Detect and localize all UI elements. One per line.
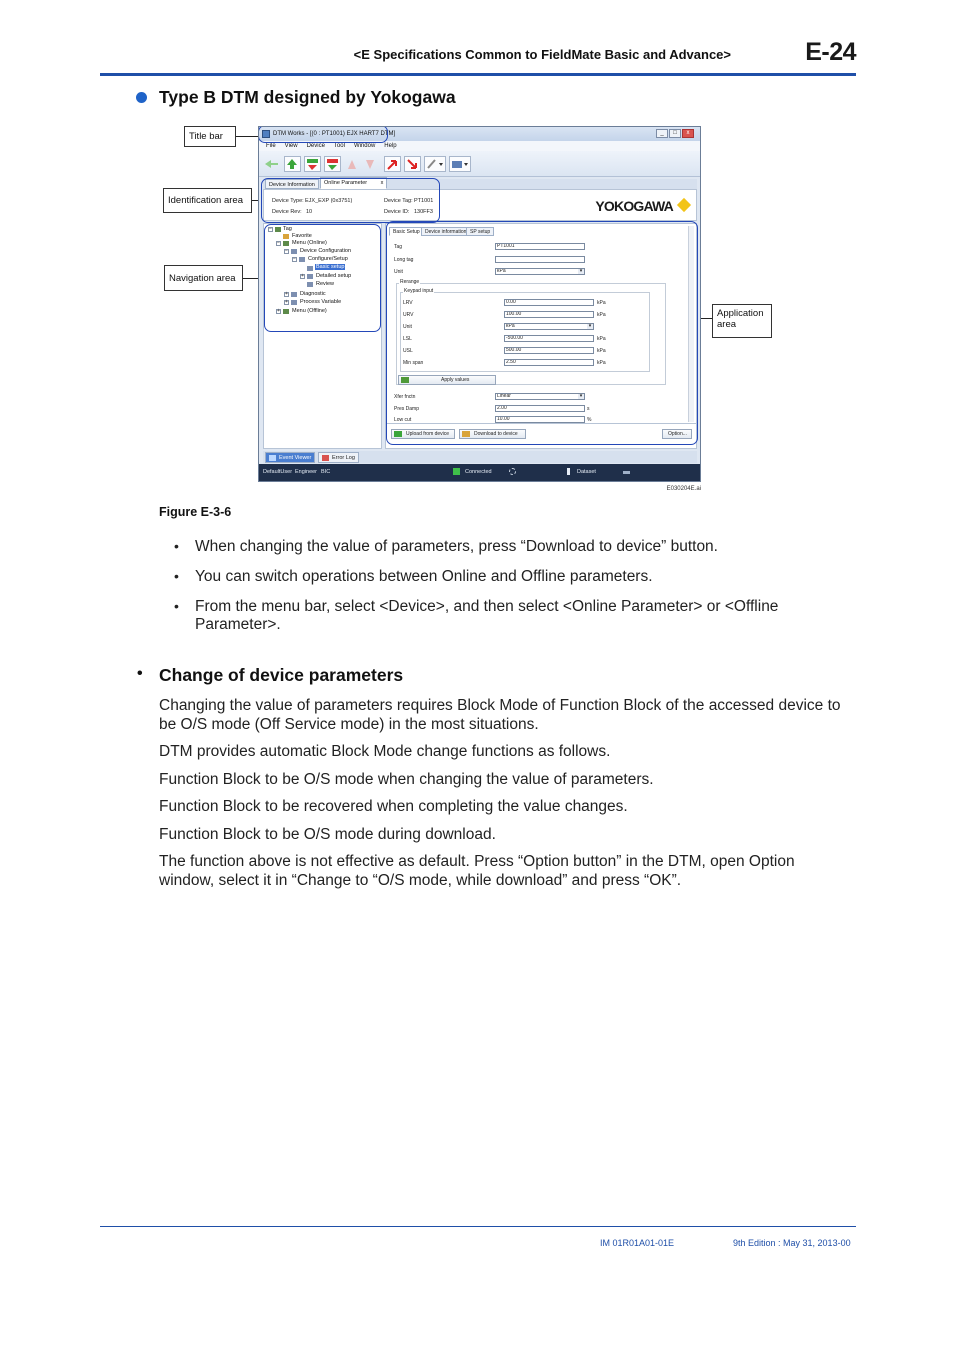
tool-dropdown-button[interactable] xyxy=(424,156,446,172)
bullet-dot: • xyxy=(174,598,179,614)
tree-node-review[interactable]: Review xyxy=(316,281,335,287)
lrv-unit: kPa xyxy=(597,300,606,306)
callout-identification-area: Identification area xyxy=(163,188,252,213)
tab-basic-setup[interactable]: Basic Setup xyxy=(389,227,424,236)
callout-title-bar: Title bar xyxy=(184,126,236,147)
rerange-group-label: Rerange xyxy=(400,279,420,285)
navigation-area: − Tag Favorite − Menu (Online) − Device Configuration − Configure/Setup Basic setup + Detailed setup Review + Diagnostic + Process Variable + Menu (Offline) xyxy=(263,223,382,449)
tree-node-basic-setup[interactable]: Basic setup xyxy=(316,264,345,270)
unit-label: Unit xyxy=(394,269,403,275)
range-unit-label: Unit xyxy=(403,324,412,330)
figure-caption: Figure E-3-6 xyxy=(159,505,232,519)
device-type-value: EJX_EXP (0x3751) xyxy=(305,198,353,204)
keypad-input-label: Keypad input xyxy=(404,288,434,294)
application-area-highlight xyxy=(386,221,698,445)
device-id-label: Device ID: xyxy=(384,209,410,215)
lsl-input[interactable]: -500.00 xyxy=(504,335,594,342)
min-span-label: Min span xyxy=(403,360,424,366)
lsl-unit: kPa xyxy=(597,336,606,342)
footer-rule xyxy=(100,1226,856,1227)
pres-damp-unit: s xyxy=(587,406,590,412)
menu-help[interactable]: Help xyxy=(384,143,397,149)
min-span-unit: kPa xyxy=(597,360,606,366)
device-tag-value: PT1001 xyxy=(414,198,434,204)
device-tag-label: Device Tag: xyxy=(384,198,413,204)
section-bullet-icon xyxy=(136,92,147,103)
status-connection: Connected xyxy=(465,469,492,475)
tree-node-favorite[interactable]: Favorite xyxy=(292,233,312,239)
busy-spinner-icon xyxy=(509,468,516,475)
status-bar xyxy=(259,464,700,481)
xfer-fnctn-label: Xfer fnctn xyxy=(394,394,416,400)
paragraph: Function Block to be O/S mode during download. xyxy=(159,826,496,843)
section-heading: Type B DTM designed by Yokogawa xyxy=(159,87,456,107)
bullet-dot: • xyxy=(174,538,179,554)
device-id-value: 130FF3 xyxy=(414,209,433,215)
low-cut-input[interactable]: 10.00 xyxy=(495,416,585,423)
usl-unit: kPa xyxy=(597,348,606,354)
disabled-tool-icon xyxy=(362,156,379,172)
xfer-fnctn-select[interactable]: Linear ▾ xyxy=(495,393,585,400)
lrv-input[interactable]: 0.00 xyxy=(504,299,594,306)
device-type-label: Device Type: xyxy=(272,198,304,204)
tree-node-tag[interactable]: Tag xyxy=(283,226,292,232)
tag-label: Tag xyxy=(394,244,403,250)
upload-param-button[interactable] xyxy=(384,156,401,172)
subsection-bullet: • xyxy=(137,665,143,682)
menu-view[interactable]: View xyxy=(284,143,298,149)
low-cut-label: Low cut xyxy=(394,417,412,423)
bottom-tab-strip xyxy=(263,451,697,463)
paragraph: DTM provides automatic Block Mode change functions as follows. xyxy=(159,743,611,760)
tab-device-information[interactable]: Device Information xyxy=(265,179,319,189)
tree-node-configure-setup[interactable]: Configure/Setup xyxy=(308,256,348,262)
status-role: Engineer xyxy=(295,469,318,475)
dtm-screenshot xyxy=(258,126,701,482)
lsl-label: LSL xyxy=(403,336,412,342)
yokogawa-logo: YOKOGAWA xyxy=(595,198,673,214)
min-span-input[interactable]: 2.50 xyxy=(504,359,594,366)
menu-file[interactable]: File xyxy=(266,143,276,149)
status-dataset: Dataset xyxy=(577,469,596,475)
tab-close-icon[interactable]: x xyxy=(380,180,384,186)
upload-all-button[interactable] xyxy=(304,156,321,172)
apply-values-label: Apply values xyxy=(441,377,470,383)
paragraph: Changing the value of parameters requires Block Mode of Function Block of the accessed device to be O/S mode (Off Service mode) in the most situations. xyxy=(159,697,841,733)
error-log-icon xyxy=(322,455,329,461)
close-button[interactable]: x xyxy=(682,129,694,138)
error-log-label: Error Log xyxy=(332,455,355,461)
download-to-device-label: Download to device xyxy=(474,431,518,437)
device-rev-label: Device Rev: xyxy=(272,209,302,215)
bullet-item: From the menu bar, select <Device>, and then select <Online Parameter> or <Offline Parameter>. xyxy=(195,598,779,633)
callout-line xyxy=(236,136,260,137)
subsection-heading: Change of device parameters xyxy=(159,665,404,685)
connected-icon xyxy=(453,468,460,475)
tree-node-menu-offline[interactable]: Menu (Offline) xyxy=(292,308,327,314)
toolbar xyxy=(259,151,700,177)
back-arrow-icon[interactable] xyxy=(263,156,280,172)
low-cut-unit: % xyxy=(587,417,592,423)
bullet-dot: • xyxy=(174,568,179,584)
footer-doc-number: IM 01R01A01-01E xyxy=(600,1238,675,1248)
tree-node-device-configuration[interactable]: Device Configuration xyxy=(300,248,352,254)
running-header: <E Specifications Common to FieldMate Basic and Advance> xyxy=(353,47,731,62)
range-unit-select[interactable]: kPa ▾ xyxy=(504,323,594,330)
footer-edition: 9th Edition : May 31, 2013-00 xyxy=(733,1238,851,1248)
tree-node-process-variable[interactable]: Process Variable xyxy=(300,299,342,305)
print-dropdown-button[interactable] xyxy=(449,156,471,172)
tab-device-information-app[interactable]: Device information xyxy=(421,227,470,236)
tab-event-viewer[interactable] xyxy=(265,452,315,463)
urv-input[interactable]: 100.00 xyxy=(504,311,594,318)
tab-error-log[interactable] xyxy=(318,452,359,463)
page-number: E-24 xyxy=(805,38,856,66)
identification-area-highlight xyxy=(261,178,440,223)
menu-window[interactable]: Window xyxy=(353,143,376,149)
option-button[interactable]: Option... xyxy=(662,429,692,439)
status-user: DefaultUser xyxy=(263,469,293,475)
menu-device[interactable]: Device xyxy=(306,143,325,149)
unit-select[interactable]: kPa ▾ xyxy=(495,268,585,275)
disabled-tool-icon xyxy=(344,156,361,172)
window-title: DTM Works - [(0 : PT1001) EJX HART7 DTM] xyxy=(273,131,396,137)
tab-online-parameter-label: Online Parameter xyxy=(324,180,368,186)
callout-application-area: Application area xyxy=(712,304,772,338)
title-bar-highlight xyxy=(258,126,388,143)
urv-label: URV xyxy=(403,312,414,318)
paragraph: The function above is not effective as default. Press “Option button” in the DTM, open Option window, select it in “Change to “O/S mode, while download” and press “OK”. xyxy=(159,853,795,889)
pres-damp-input[interactable]: 2.00 xyxy=(495,405,585,412)
usl-input[interactable]: 500.00 xyxy=(504,347,594,354)
callout-navigation-area: Navigation area xyxy=(164,265,243,291)
maximize-button[interactable]: □ xyxy=(669,129,681,138)
pres-damp-label: Pres Damp xyxy=(394,406,420,412)
download-all-button[interactable] xyxy=(324,156,341,172)
usl-label: USL xyxy=(403,348,413,354)
bullet-item: When changing the value of parameters, press “Download to device” button. xyxy=(195,538,718,555)
event-viewer-label: Event Viewer xyxy=(279,455,312,461)
device-rev-value: 10 xyxy=(306,209,313,215)
paragraph: Function Block to be O/S mode when changing the value of parameters. xyxy=(159,771,654,788)
bullet-item: You can switch operations between Online and Offline parameters. xyxy=(195,568,653,585)
tree-node-diagnostic[interactable]: Diagnostic xyxy=(300,291,326,297)
lrv-label: LRV xyxy=(403,300,413,306)
status-protocol: BIC xyxy=(321,469,331,475)
figure-file-name: E030204E.ai xyxy=(666,486,701,492)
tag-input[interactable]: PT1001 xyxy=(495,243,585,250)
tab-sp-setup[interactable]: SP setup xyxy=(466,227,494,236)
paragraph: Function Block to be recovered when completing the value changes. xyxy=(159,798,628,815)
dataset-icon xyxy=(567,468,570,475)
menu-tool[interactable]: Tool xyxy=(333,143,345,149)
resize-grip-icon xyxy=(623,471,630,474)
tree-node-detailed-setup[interactable]: Detailed setup xyxy=(316,273,352,279)
event-viewer-icon xyxy=(269,455,276,461)
tree-node-menu-online[interactable]: Menu (Online) xyxy=(292,240,327,246)
navigation-area-highlight xyxy=(264,224,381,332)
upload-from-device-label: Upload from device xyxy=(406,431,450,437)
header-rule xyxy=(100,73,856,76)
long-tag-label: Long tag xyxy=(394,257,414,263)
minimize-button[interactable]: _ xyxy=(656,129,668,138)
yokogawa-diamond-icon xyxy=(677,198,691,212)
download-param-button[interactable] xyxy=(404,156,421,172)
urv-unit: kPa xyxy=(597,312,606,318)
connect-button[interactable] xyxy=(284,156,301,172)
